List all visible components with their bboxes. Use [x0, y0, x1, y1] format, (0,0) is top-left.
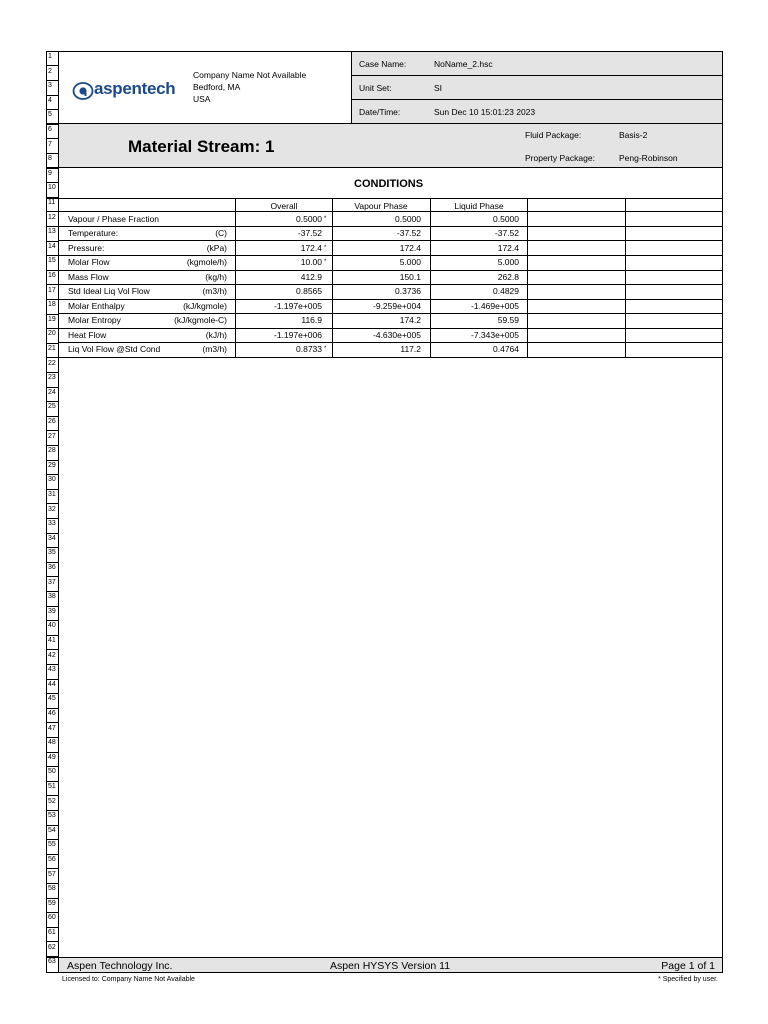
unit-set-label: Unit Set:: [359, 83, 392, 93]
line-number: 35: [48, 549, 56, 557]
row-unit: (kPa): [206, 242, 227, 253]
company-country: USA: [193, 94, 211, 104]
row-label: Std Ideal Liq Vol Flow: [68, 286, 150, 297]
line-number: 26: [48, 418, 56, 425]
table-top-rule: [46, 198, 723, 199]
company-city: Bedford, MA: [193, 82, 241, 92]
conditions-title: CONDITIONS: [354, 178, 424, 190]
header-rule: [351, 75, 723, 76]
liquid-phase-value: 5.000: [497, 257, 519, 268]
overall-value: 116.9: [301, 315, 322, 326]
overall-value: 0.8733: [296, 344, 322, 355]
table-row-divider: [59, 255, 722, 256]
line-number: 13: [48, 228, 56, 236]
specified-by-user-note: * Specified by user.: [658, 976, 718, 983]
line-number: 34: [48, 534, 56, 542]
line-number: 55: [48, 841, 56, 849]
liquid-phase-value: -1.469e+005: [471, 300, 519, 311]
line-number-gutter-border: [58, 51, 59, 973]
line-number: 20: [48, 330, 56, 338]
line-number: 39: [48, 607, 56, 615]
line-number: 47: [48, 724, 56, 732]
line-number: 31: [48, 491, 56, 498]
vapour-phase-value: 172.4: [399, 242, 421, 253]
stream-title: Material Stream: 1: [128, 137, 275, 156]
table-row-divider: [59, 328, 722, 329]
case-name-value: NoName_2.hsc: [434, 59, 493, 69]
line-number: 19: [48, 315, 56, 323]
table-col-divider: [625, 198, 626, 358]
overall-value: -1.197e+005: [274, 300, 322, 311]
vapour-phase-value: -4.630e+005: [373, 329, 421, 340]
footer-rule: [46, 957, 723, 958]
line-number: 48: [48, 739, 56, 747]
row-unit: (kJ/kgmole): [183, 300, 227, 311]
row-label: Heat Flow: [68, 329, 107, 340]
table-row-divider: [59, 342, 722, 343]
case-name-label: Case Name:: [359, 59, 407, 69]
vapour-phase-value: 5.000: [399, 257, 421, 268]
licensed-note: Licensed to: Company Name Not Available: [62, 976, 195, 983]
datetime-value: Sun Dec 10 15:01:23 2023: [434, 107, 536, 117]
liquid-phase-value: 172.4: [497, 242, 519, 253]
specified-flag: *: [324, 244, 327, 251]
liquid-phase-value: 59.59: [497, 315, 519, 326]
specified-flag: *: [324, 215, 327, 222]
unit-set-value: SI: [434, 83, 443, 93]
line-number: 5: [48, 111, 52, 119]
header-rule: [46, 167, 723, 168]
line-number: 17: [48, 286, 56, 294]
vapour-phase-value: -9.259e+004: [373, 300, 421, 311]
line-number: 14: [48, 242, 56, 250]
line-number: 27: [48, 432, 56, 440]
row-label: Temperature:: [68, 228, 119, 239]
line-number: 16: [48, 272, 56, 279]
row-unit: (m3/h): [202, 286, 227, 297]
liquid-phase-value: 0.4764: [493, 344, 519, 355]
line-number: 15: [48, 257, 56, 265]
line-number: 8: [48, 155, 52, 163]
overall-value: -1.197e+006: [274, 329, 322, 340]
footer-company: Aspen Technology Inc.: [67, 960, 173, 972]
table-row-divider: [59, 270, 722, 271]
line-number: 60: [48, 914, 56, 922]
property-package-value: Peng-Robinson: [619, 153, 678, 163]
line-number: 44: [48, 680, 56, 688]
vapour-phase-value: 0.3736: [395, 286, 421, 297]
case-info-background: [351, 52, 722, 123]
row-unit: (kg/h): [205, 271, 227, 282]
line-number: 51: [48, 783, 56, 790]
column-header-vapour: Vapour Phase: [354, 201, 408, 211]
line-number: 59: [48, 899, 56, 907]
line-number: 25: [48, 403, 56, 411]
line-number: 45: [48, 695, 56, 703]
line-number: 3: [48, 82, 52, 90]
line-number: 52: [48, 797, 56, 805]
line-number: 30: [48, 476, 56, 484]
vapour-phase-value: 117.2: [400, 344, 421, 355]
liquid-phase-value: -37.52: [494, 228, 519, 239]
row-label: Liq Vol Flow @Std Cond: [68, 344, 161, 355]
footer-product: Aspen HYSYS Version 11: [330, 960, 451, 972]
line-number: 53: [48, 812, 56, 820]
line-number: 9: [48, 169, 52, 177]
row-unit: (kJ/h): [205, 329, 227, 340]
fluid-package-value: Basis-2: [619, 130, 648, 140]
line-number: 37: [48, 578, 56, 586]
line-number: 4: [48, 96, 52, 104]
line-number: 43: [48, 666, 56, 674]
liquid-phase-value: 0.4829: [493, 286, 519, 297]
row-label: Molar Enthalpy: [68, 300, 125, 311]
row-label: Pressure:: [68, 242, 105, 253]
vapour-phase-value: 174.2: [399, 315, 421, 326]
row-unit: (C): [215, 228, 227, 239]
line-number: 21: [48, 345, 56, 352]
table-bottom-rule: [59, 357, 722, 358]
line-number: 57: [48, 870, 56, 878]
header-rule: [46, 123, 723, 124]
table-row-divider: [59, 299, 722, 300]
property-package-label: Property Package:: [525, 153, 595, 163]
table-col-divider: [527, 198, 528, 358]
aspentech-logo: [72, 80, 182, 102]
row-label: Mass Flow: [68, 271, 109, 282]
overall-value: 0.5000: [296, 213, 322, 224]
line-number: 29: [48, 461, 56, 469]
overall-value: 10.00: [300, 257, 322, 268]
specified-flag: *: [324, 259, 327, 266]
line-number: 32: [48, 505, 56, 513]
liquid-phase-value: 262.8: [497, 271, 519, 282]
footer-page-number: Page 1 of 1: [661, 960, 715, 972]
line-number: 62: [48, 943, 56, 951]
line-number: 18: [48, 301, 56, 309]
logo-text: aspentech: [94, 79, 176, 98]
vapour-phase-value: -37.52: [396, 228, 421, 239]
specified-flag: *: [324, 346, 327, 353]
line-number: 23: [48, 374, 56, 382]
line-number: 12: [48, 213, 56, 221]
column-header-liquid: Liquid Phase: [454, 201, 504, 211]
column-header-overall: Overall: [270, 201, 298, 211]
company-name: Company Name Not Available: [193, 70, 307, 80]
table-header-rule: [59, 211, 722, 212]
overall-value: 0.8565: [296, 286, 322, 297]
line-number: 7: [48, 140, 52, 148]
line-number: 50: [48, 768, 56, 776]
overall-value: -37.52: [297, 228, 322, 239]
line-number: 56: [48, 856, 56, 863]
line-number: 1: [48, 53, 52, 60]
row-unit: (kgmole/h): [186, 257, 227, 268]
line-number: 6: [48, 126, 52, 133]
line-number: 38: [48, 593, 56, 601]
line-number: 61: [48, 929, 56, 936]
line-number: 28: [48, 447, 56, 455]
vapour-phase-value: 150.1: [399, 271, 421, 282]
line-number: 54: [48, 826, 56, 834]
line-number: 40: [48, 622, 56, 630]
line-number: 49: [48, 753, 56, 761]
fluid-package-label: Fluid Package:: [525, 130, 582, 140]
line-number: 11: [48, 199, 56, 206]
datetime-label: Date/Time:: [359, 107, 401, 117]
line-number: 33: [48, 520, 56, 528]
table-row-divider: [59, 284, 722, 285]
table-row-divider: [59, 240, 722, 241]
liquid-phase-value: 0.5000: [493, 213, 519, 224]
header-rule: [351, 99, 723, 100]
row-unit: (m3/h): [202, 344, 227, 355]
line-number: 46: [48, 710, 56, 717]
line-number: 42: [48, 651, 56, 659]
liquid-phase-value: -7.343e+005: [471, 329, 519, 340]
line-number: 41: [48, 637, 56, 644]
line-number: 36: [48, 564, 56, 571]
line-number: 22: [48, 359, 56, 367]
line-number: 63: [48, 958, 56, 966]
overall-value: 412.9: [300, 271, 322, 282]
line-number: 10: [48, 184, 56, 192]
overall-value: 172.4: [300, 242, 322, 253]
line-number: 58: [48, 885, 56, 893]
row-unit: (kJ/kgmole-C): [174, 315, 227, 326]
line-number: 2: [48, 67, 52, 75]
row-label: Molar Flow: [68, 257, 110, 268]
row-label: Vapour / Phase Fraction: [68, 213, 160, 224]
header-divider: [351, 51, 352, 124]
table-row-divider: [59, 226, 722, 227]
table-row-divider: [59, 313, 722, 314]
row-label: Molar Entropy: [68, 315, 121, 326]
vapour-phase-value: 0.5000: [395, 213, 421, 224]
line-number: 24: [48, 388, 56, 396]
aspentech-logo-icon: [72, 81, 94, 101]
